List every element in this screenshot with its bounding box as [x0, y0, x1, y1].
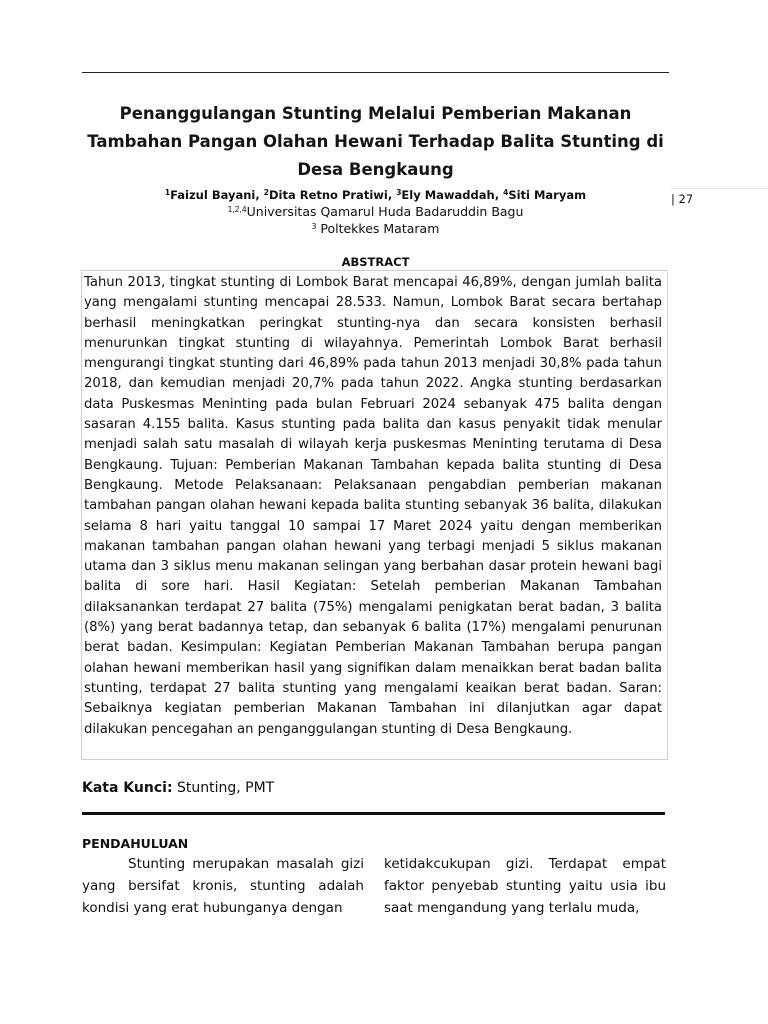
- abstract-heading: ABSTRACT: [341, 255, 410, 269]
- keywords: [82, 779, 274, 797]
- header-rule: [82, 72, 669, 73]
- abstract-body: Tahun 2013, tingkat stunting di Lombok Barat mencapai 46,89%, dengan jumlah balita yang mengalami stunting mencapai 28.533. Namun, Lombok Barat secara bertahap berhasil meningkatkan peringkat stunting-nya dan secara konsisten berhasil menurunkan tingkat stunting di wilayahnya. Pemerintah Lombok Barat berhasil mengurangi tingkat stunting dari 46,89% pada tahun 2013 menjadi 30,8% pada tahun 2018, dan kemudian menjadi 20,7% pada tahun 2022. Angka stunting berdasarkan data Puskesmas Meninting pada bulan Februari 2024 sebanyak 475 balita dengan sasaran 4.155 balita. Kasus stunting pada balita dan kasus penyakit tidak menular menjadi salah satu masalah di wilayah kerja puskesmas Meninting terutama di Desa Bengkaung. Tujuan: Pemberian Makanan Tambahan kepada balita stunting di Desa Bengkaung. Metode Pelaksanaan: Pelaksanaan pengabdian pemberian makanan tambahan pangan olahan hewani kepada balita stunting sebanyak 36 balita, dilakukan selama 8 hari yaitu tanggal 10 sampai 17 Maret 2024 yaitu dengan memberikan makanan tambahan pangan olahan hewani yang terbagi menjadi 5 siklus makanan utama dan 3 siklus menu makanan selingan yang berbahan dasar protein hewani bagi balita di sore hari. Hasil Kegiatan: Setelah pemberian Makanan Tambahan dilaksanankan terdapat 27 balita (75%) mengalami penigkatan berat badan, 3 balita (8%) yang berat badannya tetap, dan sebanyak 6 balita (17%) mengalami penurunan berat badan. Kesimpulan: Kegiatan Pemberian Makanan Tambahan berupa pangan olahan hewani memberikan hasil yang signifikan dalam menaikkan berat badan balita stunting, terdapat 27 balita stunting yang mengalami keaikan berat badan. Saran: Sebaiknya kegiatan pemberian Makanan Tambahan ini dilanjutkan agar dapat dilakukan pencegahan an penganggulangan stunting di Desa Bengkaung.: [81, 270, 668, 760]
- author: $^3$Ely Mawaddah,: [396, 188, 504, 202]
- affiliation: $^3$ Poltekkes Mataram: [311, 221, 440, 236]
- page-number-rule: [671, 188, 768, 189]
- affiliation: $^{1,2,4}$Universitas Qamarul Huda Badaruddin Bagu: [227, 204, 524, 219]
- section-heading: PENDAHULUAN: [82, 836, 189, 851]
- author: $^2$Dita Retno Pratiwi,: [263, 188, 397, 202]
- keywords-label: Kata Kunci:: [82, 780, 173, 796]
- author: $^4$Siti Maryam: [503, 188, 587, 202]
- page-number: | 27: [671, 192, 694, 206]
- paragraph-text: Stunting merupakan masalah gizi yang bersifat kronis, stunting adalah kondisi yang erat hubunganya dengan: [82, 856, 364, 916]
- keywords-value: Stunting, PMT: [172, 780, 275, 796]
- author-list: [82, 187, 669, 203]
- paragraph-text: ketidakcukupan gizi. Terdapat empat faktor penyebab stunting yaitu usia ibu saat mengandung yang terlalu muda,: [384, 856, 666, 916]
- body-column-left: [82, 853, 364, 919]
- author: $^1$Faizul Bayani,: [164, 188, 264, 202]
- paper-title: Penanggulangan Stunting Melalui Pemberian Makanan Tambahan Pangan Olahan Hewani Terhadap Balita Stunting di Desa Bengkaung: [87, 104, 664, 179]
- section-divider: [82, 812, 665, 815]
- body-column-right: [384, 853, 666, 919]
